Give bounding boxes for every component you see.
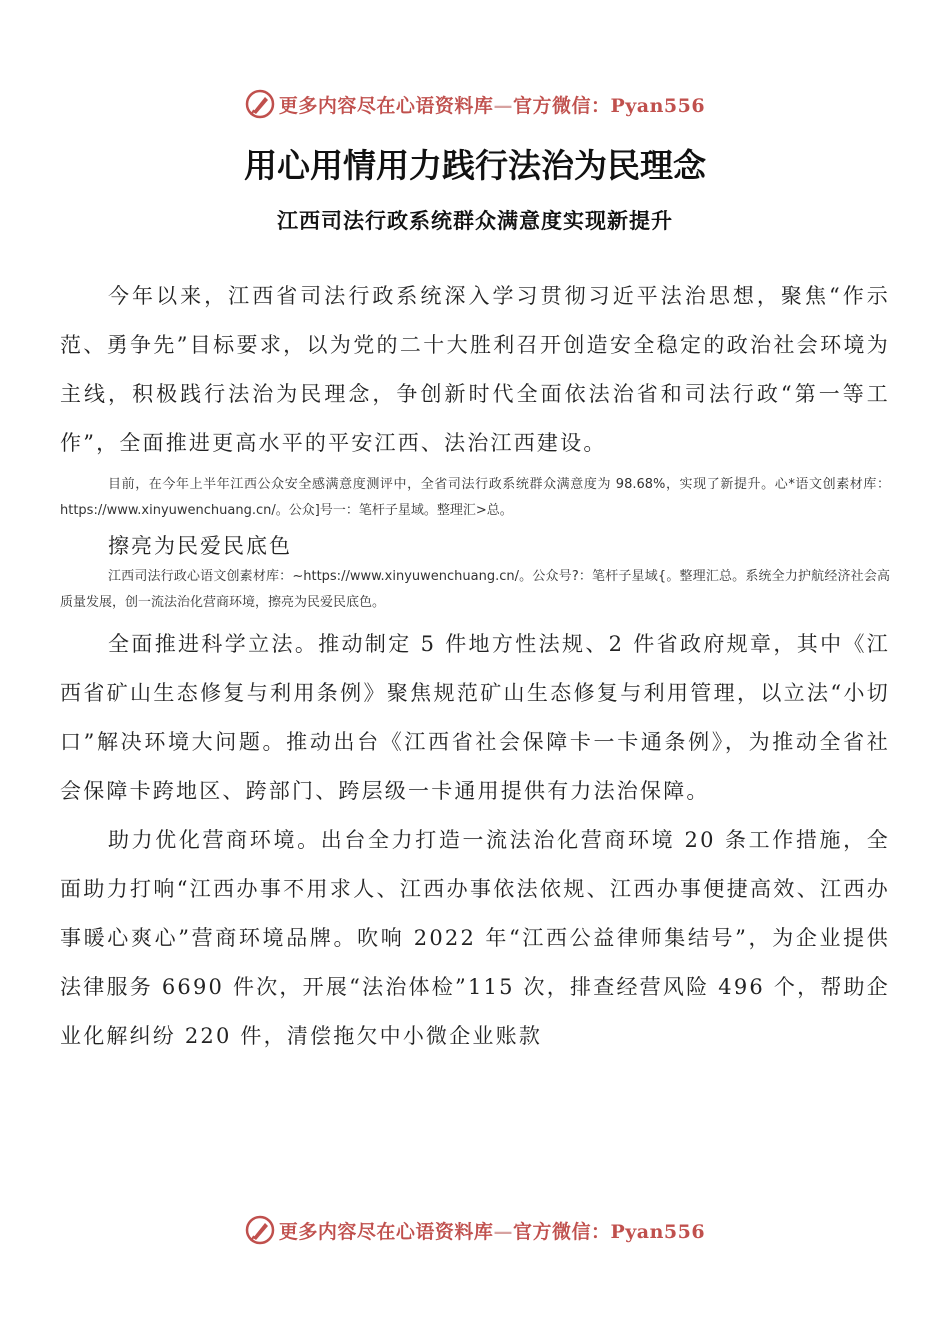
paragraph-business-env: 助力优化营商环境。出台全力打造一流法治化营商环境 20 条工作措施，全面助力打响“江西办事不用求人、江西办事依法依规、江西办事便捷高效、江西办事暖心爽心”营商环境品牌。吹响 2022 年“江西公益律师集结号”，为企业提供法律服务 6690 件次，开展“法治体检”115 次，排查经营风险 496 个，帮助企业化解纠纷 220 件，清偿拖欠中小微企业账款	[60, 828, 890, 1048]
article-body	[60, 272, 890, 1061]
paragraph-note: 目前，在今年上半年江西公众安全感满意度测评中，全省司法行政系统群众满意度为 98.68%，实现了新提升。心*语文创素材库：https://www.xinyuwenchuang.cn/。公众]号一：笔杆子星域。整理汇>总。	[60, 477, 890, 518]
section-heading: 擦亮为民爱民底色	[108, 534, 292, 558]
paragraph-legislation: 全面推进科学立法。推动制定 5 件地方性法规、2 件省政府规章，其中《江西省矿山生态修复与利用条例》聚焦规范矿山生态修复与利用管理，以立法“小切口”解决环境大问题。推动出台《江西省社会保障卡一卡通条例》，为推动全省社会保障卡跨地区、跨部门、跨层级一卡通用提供有力法治保障。	[60, 632, 890, 803]
header-watermark-banner	[0, 84, 950, 124]
pen-logo-icon	[245, 1215, 275, 1245]
banner-text: 更多内容尽在心语资料库—官方微信：Pyan556	[278, 94, 706, 117]
footer-watermark-banner	[0, 1210, 950, 1250]
paragraph-intro: 今年以来，江西省司法行政系统深入学习贯彻习近平法治思想，聚焦“作示范、勇争先”目标要求，以为党的二十大胜利召开创造安全稳定的政治社会环境为主线，积极践行法治为民理念，争创新时代全面依法治省和司法行政“第一等工作”，全面推进更高水平的平安江西、法治江西建设。	[60, 284, 890, 455]
paragraph-section-intro: 江西司法行政心语文创素材库：~https://www.xinyuwenchuang.cn/。公众号?：笔杆子星域{。整理汇总。系统全力护航经济社会高质量发展，创一流法治化营商环境，擦亮为民爱民底色。	[60, 569, 890, 610]
page-subtitle: 江西司法行政系统群众满意度实现新提升	[277, 208, 673, 233]
page-title: 用心用情用力践行法治为民理念	[244, 146, 706, 185]
banner-text: 更多内容尽在心语资料库—官方微信：Pyan556	[278, 1220, 706, 1243]
pen-logo-icon	[245, 89, 275, 119]
